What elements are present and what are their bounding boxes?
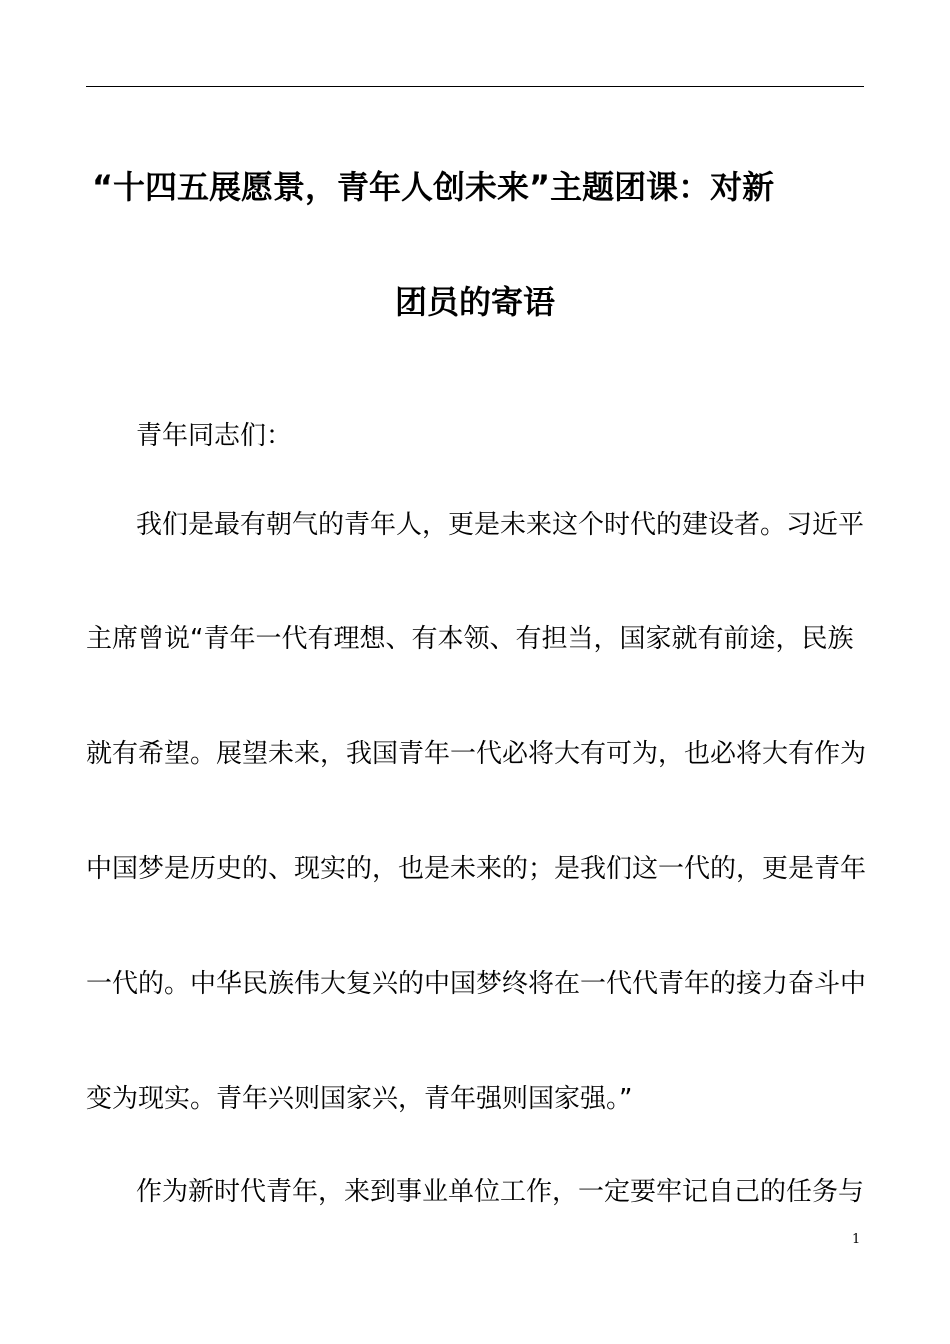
paragraph-line: 主席曾说“青年一代有理想、有本领、有担当，国家就有前途，民族: [86, 624, 854, 654]
page-number: 1: [852, 1232, 861, 1247]
paragraph-line: 就有希望。展望未来，我国青年一代必将大有可为，也必将大有作为: [86, 739, 867, 769]
header-rule: [86, 86, 864, 87]
paragraph-line: 作为新时代青年，来到事业单位工作，一定要牢记自己的任务与: [136, 1177, 865, 1207]
document-title-line-1: “十四五展愿景，青年人创未来”主题团课：对新: [92, 168, 775, 206]
document-title-line-2: 团员的寄语: [394, 283, 555, 321]
paragraph-line: 一代的。中华民族伟大复兴的中国梦终将在一代代青年的接力奋斗中: [86, 969, 867, 999]
paragraph-line: 变为现实。青年兴则国家兴，青年强则国家强。”: [86, 1084, 633, 1114]
paragraph-line: 我们是最有朝气的青年人，更是未来这个时代的建设者。习近平: [136, 510, 865, 540]
salutation: 青年同志们：: [136, 421, 293, 451]
paragraph-line: 中国梦是历史的、现实的，也是未来的；是我们这一代的，更是青年: [86, 854, 867, 884]
